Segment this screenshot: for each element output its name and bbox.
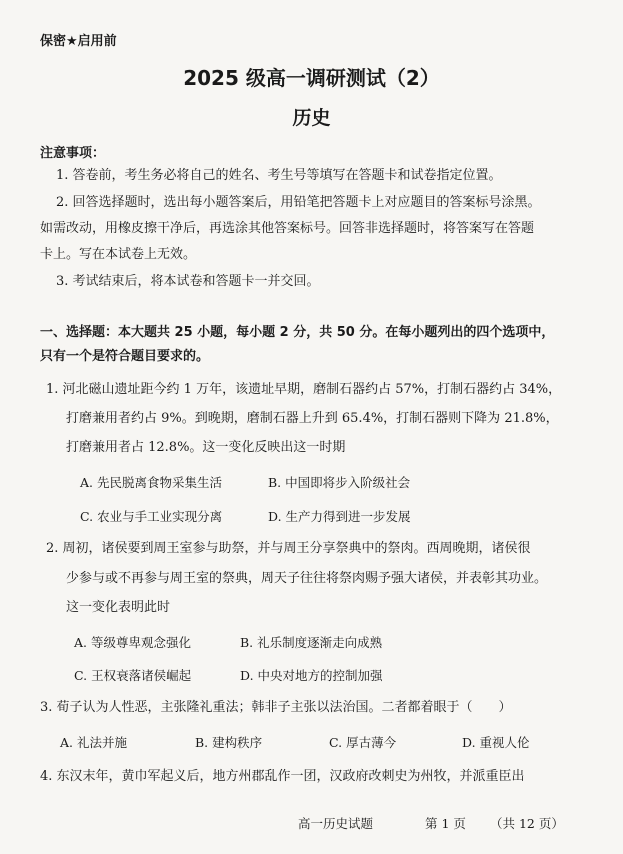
notice-line: 卡上。写在本试卷上无效。 — [40, 247, 197, 262]
section-heading: 一、选择题：本大题共 25 小题，每小题 2 分，共 50 分。在每小题列出的四个选项中， — [40, 325, 555, 340]
question-1-option-d: D. 生产力得到进一步发展 — [268, 509, 411, 524]
question-1-line: 打磨兼用者约占 9%。到晚期，磨制石器上升到 65.4%，打制石器则下降为 21.8%， — [66, 411, 559, 426]
footer-course: 高一历史试题 — [298, 816, 374, 831]
question-1-option-c: C. 农业与手工业实现分离 — [80, 509, 223, 524]
notice-line: 如需改动，用橡皮擦干净后，再选涂其他答案标号。回答非选择题时，将答案写在答题 — [40, 221, 535, 236]
question-3-option-d: D. 重视人伦 — [462, 735, 530, 750]
question-3-option-b: B. 建构秩序 — [195, 735, 263, 750]
notice-line: 3. 考试结束后，将本试卷和答题卡一并交回。 — [56, 274, 320, 289]
question-1-option-b: B. 中国即将步入阶级社会 — [268, 475, 411, 490]
question-2-option-b: B. 礼乐制度逐渐走向成熟 — [240, 635, 383, 650]
question-4-line: 4. 东汉末年，黄巾军起义后，地方州郡乱作一团，汉政府改刺史为州牧，并派重臣出 — [40, 769, 525, 784]
footer-total-pages: （共 12 页） — [490, 816, 564, 831]
question-2-option-d: D. 中央对地方的控制加强 — [240, 668, 383, 683]
footer-page-number: 第 1 页 — [425, 816, 466, 831]
section-heading-cont: 只有一个是符合题目要求的。 — [40, 349, 210, 364]
question-2-line: 2. 周初，诸侯要到周王室参与助祭，并与周王分享祭典中的祭肉。西周晚期，诸侯很 — [46, 541, 531, 556]
notice-heading: 注意事项： — [40, 146, 106, 161]
question-2-line: 少参与或不再参与周王室的祭典，周天子往往将祭肉赐予强大诸侯，并表彰其功业。 — [66, 571, 548, 586]
question-2-line: 这一变化表明此时 — [66, 600, 171, 615]
notice-line: 1. 答卷前，考生务必将自己的姓名、考生号等填写在答题卡和试卷指定位置。 — [56, 168, 502, 183]
question-1-line: 1. 河北磁山遗址距今约 1 万年，该遗址早期，磨制石器约占 57%，打制石器约占 34%， — [46, 382, 562, 397]
notice-line: 2. 回答选择题时，选出每小题答案后，用铅笔把答题卡上对应题目的答案标号涂黑。 — [56, 195, 541, 210]
question-1-option-a: A. 先民脱离食物采集生活 — [80, 475, 222, 490]
question-3-option-a: A. 礼法并施 — [60, 735, 127, 750]
question-3-line: 3. 荀子认为人性恶，主张隆礼重法；韩非子主张以法治国。二者都着眼于（ ） — [40, 700, 512, 715]
exam-title: 2025 级高一调研测试（2） — [183, 66, 440, 90]
subject-title: 历史 — [292, 107, 331, 129]
question-2-option-c: C. 王权衰落诸侯崛起 — [74, 668, 192, 683]
confidential-label: 保密★启用前 — [40, 34, 117, 49]
question-3-option-c: C. 厚古薄今 — [329, 735, 397, 750]
question-2-option-a: A. 等级尊卑观念强化 — [74, 635, 191, 650]
question-1-line: 打磨兼用者占 12.8%。这一变化反映出这一时期 — [66, 440, 346, 455]
